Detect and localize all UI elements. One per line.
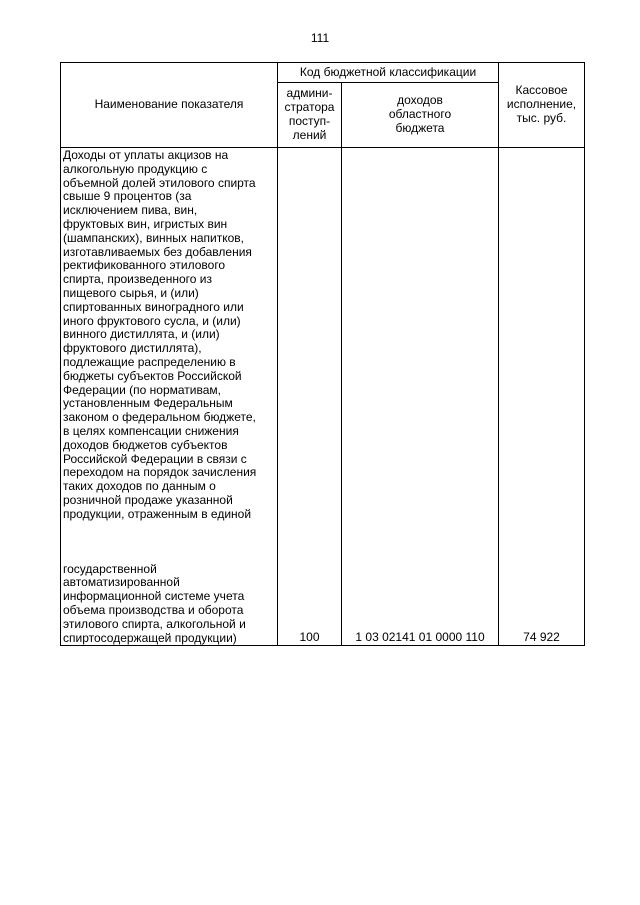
indicator-name-line: ректификованного этилового bbox=[63, 258, 226, 273]
header-regional-revenue-line: доходов bbox=[397, 93, 443, 108]
indicator-name-line: свыше 9 процентов (за bbox=[63, 189, 192, 204]
indicator-name-line: спирта, произведенного из bbox=[63, 272, 212, 287]
indicator-name-line: переходом на порядок зачисления bbox=[63, 465, 257, 480]
indicator-name-line: Федерации (по нормативам, bbox=[63, 382, 222, 397]
indicator-name-line: пищевого сырья, и (или) bbox=[63, 285, 199, 300]
indicator-name-part1 bbox=[63, 149, 275, 522]
indicator-name-line: Доходы от уплаты акцизов на bbox=[63, 148, 229, 162]
table-row bbox=[61, 148, 585, 646]
indicator-name-line: бюджеты субъектов Российской bbox=[63, 368, 242, 383]
header-indicator-name: Наименование показателя bbox=[61, 63, 278, 148]
budget-table bbox=[60, 62, 585, 646]
indicator-name-line: фруктовых вин, игристых вин bbox=[63, 216, 228, 231]
indicator-name-line: исключением пива, вин, bbox=[63, 203, 198, 218]
indicator-name-line: (шампанских), винных напитков, bbox=[63, 230, 245, 245]
indicator-name-line: подлежащие распределению в bbox=[63, 354, 236, 369]
indicator-name-line: доходов бюджетов субъектов bbox=[63, 437, 228, 452]
indicator-name-line: автоматизированной bbox=[63, 575, 180, 590]
indicator-name-line: законом о федеральном бюджете, bbox=[63, 410, 256, 425]
indicator-name-cell bbox=[61, 148, 278, 646]
header-administrator-line: поступ- bbox=[288, 114, 331, 128]
header-regional-revenue bbox=[342, 83, 499, 148]
indicator-name-gap bbox=[63, 522, 275, 563]
indicator-name-line: продукции, отраженным в единой bbox=[63, 506, 252, 521]
header-administrator-line: лений bbox=[292, 127, 327, 142]
indicator-name-line: спиртосодержащей продукции) bbox=[63, 630, 237, 645]
administrator-code-cell: 100 bbox=[278, 148, 342, 646]
header-administrator bbox=[278, 83, 342, 148]
header-classification-code: Код бюджетной классификации bbox=[278, 63, 499, 83]
header-row-top bbox=[61, 63, 585, 83]
indicator-name-line: фруктового дистиллята), bbox=[63, 341, 202, 356]
indicator-name-line: таких доходов по данным о bbox=[63, 479, 216, 494]
indicator-name-line: установленным Федеральным bbox=[63, 396, 233, 411]
header-cash-execution-line: Кассовое bbox=[515, 83, 568, 98]
indicator-name-line: алкогольную продукцию с bbox=[63, 161, 208, 176]
indicator-name-line: в целях компенсации снижения bbox=[63, 423, 239, 438]
indicator-name-line: иного фруктового сусла, и (или) bbox=[63, 313, 241, 328]
indicator-name-line: розничной продаже указанной bbox=[63, 492, 233, 507]
indicator-name-line: государственной bbox=[63, 561, 157, 576]
indicator-name-line: изготавливаемых без добавления bbox=[63, 244, 252, 259]
indicator-name-line: объема производства и оборота bbox=[63, 602, 244, 617]
header-administrator-line: админи- bbox=[286, 86, 333, 101]
header-cash-execution bbox=[499, 63, 585, 148]
indicator-name-part2 bbox=[63, 563, 275, 646]
amount-cell: 74 922 bbox=[499, 148, 585, 646]
indicator-name-line: информационной системе учета bbox=[63, 589, 245, 604]
header-cash-execution-line: исполнение, bbox=[506, 97, 577, 112]
header-cash-execution-line: тыс. руб. bbox=[516, 110, 567, 125]
indicator-name-line: этилового спирта, алкогольной и bbox=[63, 616, 246, 631]
indicator-name-line: спиртованных виноградного или bbox=[63, 299, 244, 314]
revenue-code-cell: 1 03 02141 01 0000 110 bbox=[342, 148, 499, 646]
indicator-name-line: Российской Федерации в связи с bbox=[63, 451, 247, 466]
indicator-name-line: винного дистиллята, и (или) bbox=[63, 327, 220, 342]
header-regional-revenue-line: областного bbox=[388, 107, 452, 122]
page-number: 111 bbox=[310, 31, 330, 45]
header-regional-revenue-line: бюджета bbox=[395, 120, 445, 135]
indicator-name-line: объемной долей этилового спирта bbox=[63, 175, 256, 190]
header-administrator-line: стратора bbox=[284, 100, 335, 115]
